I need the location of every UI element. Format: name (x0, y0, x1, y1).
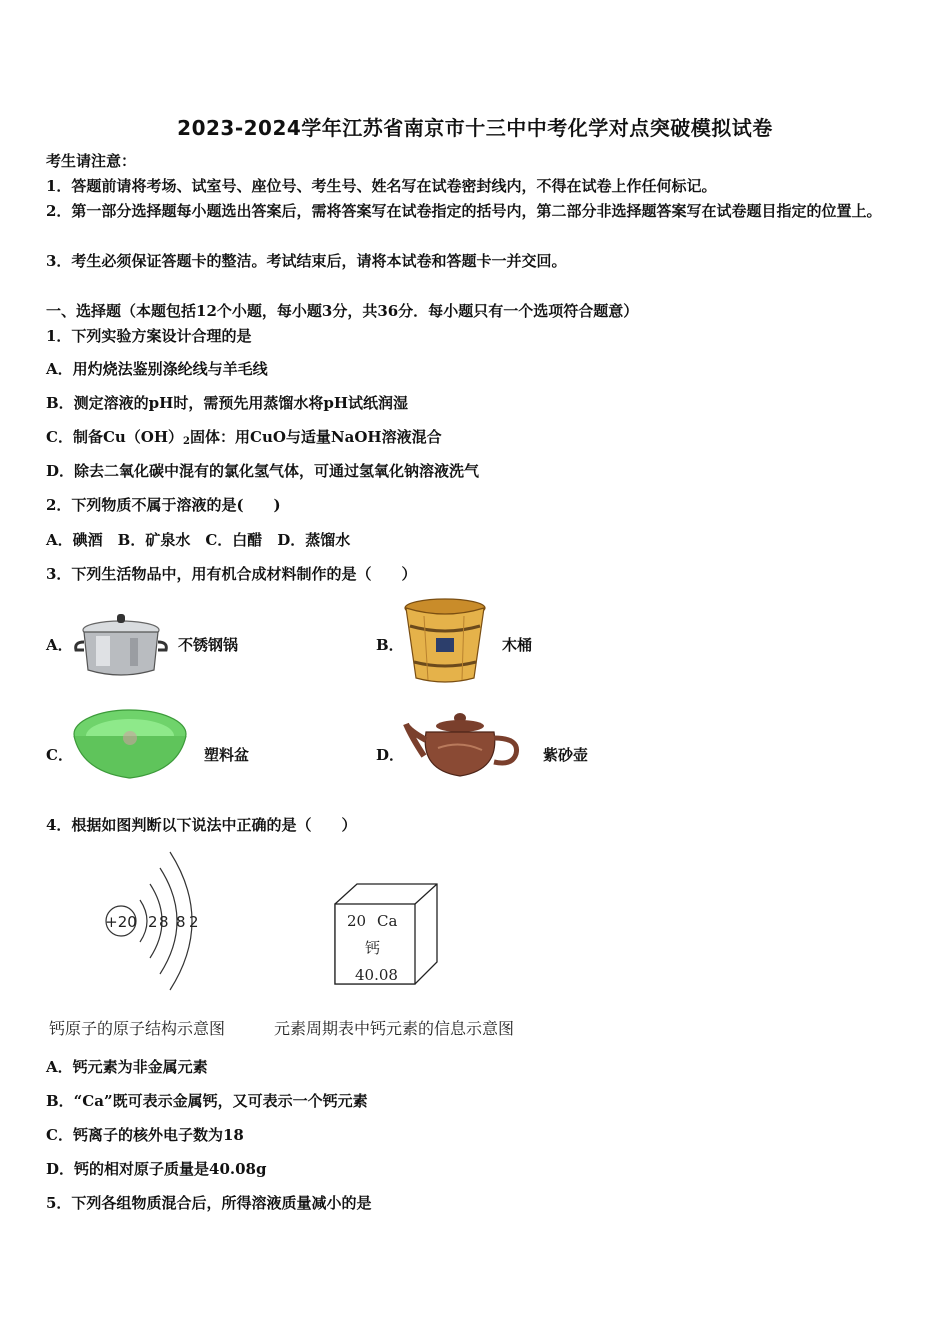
q1-option-c (46, 427, 442, 452)
shell-1-electrons: 2 (148, 913, 158, 931)
q3-option-a-text: 不锈钢锅 (178, 636, 239, 654)
q2-options: A．碘酒 B．矿泉水 C．白醋 D．蒸馏水 (46, 531, 351, 549)
notice-item-2: 2．第一部分选择题每小题选出答案后，需将答案写在试卷指定的括号内，第二部分非选择题答案写在试卷题目指定的位置上。 (46, 202, 882, 220)
shell-4-electrons: 2 (189, 913, 199, 931)
notice-heading: 考生请注意： (46, 152, 137, 170)
q3-option-b-label: B． (376, 636, 404, 654)
q4-option-d: D．钙的相对原子质量是40.08g (46, 1160, 267, 1178)
calcium-atom-structure-diagram (98, 848, 218, 998)
atom-diagram-caption: 钙原子的原子结构示意图 (49, 1019, 226, 1038)
q1-option-b: B．测定溶液的pH时，需预先用蒸馏水将pH试纸润湿 (46, 394, 409, 412)
q3-option-d-label: D． (376, 746, 405, 764)
wooden-bucket-image (402, 596, 488, 684)
q1-option-c-pre: C．制备Cu（OH） (46, 428, 184, 446)
q1-option-c-sub: 2 (183, 436, 190, 447)
q4-option-b: B．“Ca”既可表示金属钙，又可表示一个钙元素 (46, 1092, 368, 1110)
clay-teapot-image (404, 710, 524, 782)
q4-option-a: A．钙元素为非金属元素 (46, 1058, 208, 1076)
q3-option-c-label: C． (46, 746, 73, 764)
element-name: 钙 (365, 939, 381, 957)
q3-option-a-label: A． (46, 636, 73, 654)
q4-stem: 4．根据如图判断以下说法中正确的是（ ） (46, 816, 357, 834)
periodic-cell-caption: 元素周期表中钙元素的信息示意图 (274, 1019, 515, 1038)
element-symbol: Ca (377, 912, 398, 930)
electron-shell-1 (140, 900, 147, 942)
q4-option-c: C．钙离子的核外电子数为18 (46, 1126, 244, 1144)
shell-2-electrons: 8 (159, 913, 169, 931)
q1-stem: 1．下列实验方案设计合理的是 (46, 327, 252, 345)
notice-item-3: 3．考生必须保证答题卡的整洁。考试结束后，请将本试卷和答题卡一并交回。 (46, 252, 567, 270)
q3-stem: 3．下列生活物品中，用有机合成材料制作的是（ ） (46, 565, 417, 583)
plastic-basin-image (72, 706, 188, 782)
q3-option-d-text: 紫砂壶 (543, 746, 589, 764)
q2-stem: 2．下列物质不属于溶液的是( ) (46, 496, 281, 514)
page-title: 2023-2024学年江苏省南京市十三中中考化学对点突破模拟试卷 (177, 116, 773, 140)
atomic-number: 20 (347, 912, 367, 930)
calcium-periodic-table-cell (333, 882, 443, 990)
q5-stem: 5．下列各组物质混合后，所得溶液质量减小的是 (46, 1194, 372, 1212)
q3-option-c-text: 塑料盆 (204, 746, 250, 764)
q1-option-a: A．用灼烧法鉴别涤纶线与羊毛线 (46, 360, 268, 378)
q1-option-c-post: 固体：用CuO与适量NaOH溶液混合 (190, 428, 442, 446)
nucleus-charge: +20 (105, 913, 137, 931)
section-heading: 一、选择题（本题包括12个小题，每小题3分，共36分．每小题只有一个选项符合题意） (46, 302, 639, 320)
q1-option-d: D．除去二氧化碳中混有的氯化氢气体，可通过氢氧化钠溶液洗气 (46, 462, 480, 480)
shell-3-electrons: 8 (176, 913, 186, 931)
stainless-pot-image (74, 612, 168, 682)
atomic-mass: 40.08 (355, 966, 398, 984)
notice-item-1: 1．答题前请将考场、试室号、座位号、考生号、姓名写在试卷密封线内，不得在试卷上作任何标记。 (46, 177, 717, 195)
q3-option-b-text: 木桶 (502, 636, 533, 654)
